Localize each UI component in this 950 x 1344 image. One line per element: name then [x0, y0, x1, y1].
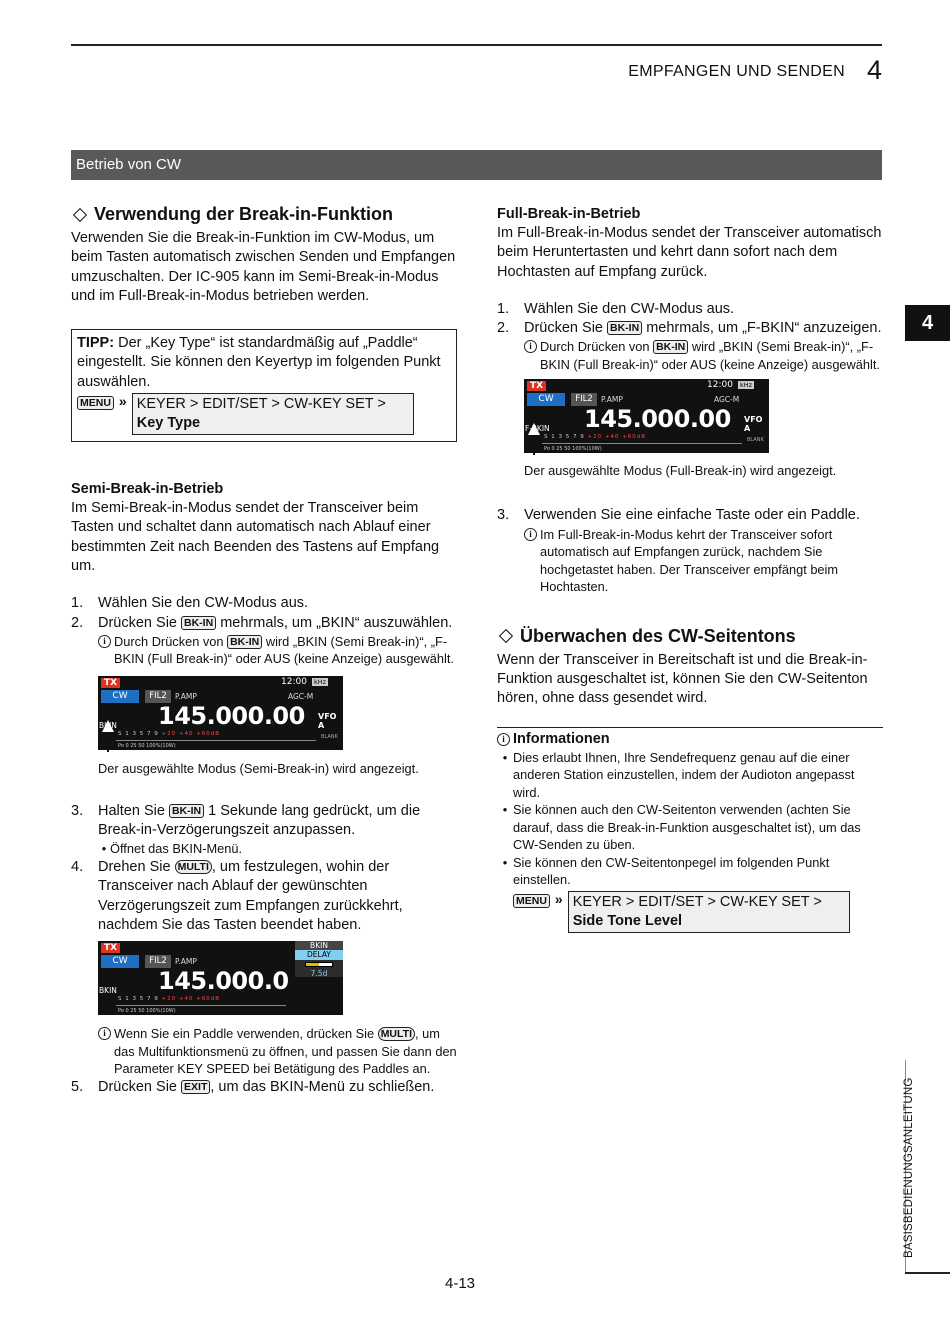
- diamond-icon: [73, 207, 87, 221]
- tip-box: [71, 329, 457, 442]
- mode-label: CW: [101, 955, 139, 968]
- bkin-menu-title: BKIN: [295, 941, 343, 950]
- info-heading: i Informationen: [497, 730, 883, 749]
- lcd-full-wrap: [524, 379, 769, 453]
- s-meter-scale: S 1 3 5 7 9 +20 +40 +60dB: [544, 434, 647, 441]
- bk-in-key: BK-IN: [181, 616, 216, 630]
- info-icon: i: [524, 340, 537, 353]
- tx-indicator: TX: [101, 943, 120, 953]
- bk-in-key: BK-IN: [169, 804, 204, 818]
- list-item: 1. Wählen Sie den CW-Modus aus.: [71, 595, 309, 612]
- list-item: 2. Drücken Sie BK-IN mehrmals, um „BKIN“ auszuwählen.: [71, 614, 453, 631]
- list-item: 3. Verwenden Sie eine einfache Taste oder ein Paddle.: [497, 507, 860, 524]
- bullet-item: • Sie können auch den CW-Seitenton verwenden (achten Sie darauf, dass die Break-in-Funktion ausgeschaltet ist), um das CW-Senden zu üben.: [502, 802, 861, 853]
- full-steps-2: [497, 506, 883, 595]
- note: i Durch Drücken von BK-IN wird „BKIN (Semi Break-in)“, „F-BKIN (Full Break-in)“ oder AUS (keine Anzeige) ausgewählt.: [71, 633, 461, 668]
- menu-key: MENU: [513, 894, 550, 908]
- sidetone-menu-path: [513, 891, 883, 933]
- chapter-number: 4: [866, 55, 882, 85]
- frequency: 145.000.00: [158, 701, 305, 730]
- tip-menu-path: [77, 393, 451, 435]
- page-number: 4-13: [445, 1275, 476, 1292]
- semi-text: Im Semi-Break-in-Modus sendet der Transceiver beim Tasten und schaltet dann automatisch nach Ablauf einer bestimmten Zeit nach Beenden des Tastens auf Empfang um.: [71, 500, 440, 574]
- tip-text: TIPP: Der „Key Type“ ist standardmäßig auf „Paddle“ eingestellt. Sie können den Keyertyp im folgenden Punkt auswählen.: [77, 335, 441, 390]
- info-icon: i: [98, 635, 111, 648]
- list-item: 1. Wählen Sie den CW-Modus aus.: [497, 300, 735, 317]
- delay-label: DELAY: [295, 950, 343, 960]
- multi-dial-key: MULTI: [378, 1027, 415, 1041]
- info-list: [497, 749, 883, 889]
- full-heading: Full-Break-in-Betrieb: [497, 206, 641, 222]
- bullet-item: • Öffnet das BKIN-Menü.: [101, 841, 243, 857]
- info-rule: [497, 727, 883, 728]
- right-column: [497, 205, 883, 933]
- side-label: BASISBEDIENUNGSANLEITUNG: [903, 1077, 915, 1258]
- tx-indicator: TX: [101, 678, 120, 688]
- semi-steps: [71, 594, 461, 668]
- bk-in-key: BK-IN: [227, 635, 262, 649]
- frequency: 145.000.00: [584, 405, 731, 434]
- blank-label: BLANK: [321, 733, 338, 740]
- sidetone-intro: Wenn der Transceiver in Bereitschaft ist und die Break-in-Funktion ausgeschaltet ist, können Sie den CW-Seitenton hören, ohne dass gesendet wird.: [497, 651, 868, 707]
- note: i Im Full-Break-in-Modus kehrt der Transceiver sofort automatisch auf Empfangen zurück, nachdem Sie hochgetastet haben. Der Transceiver empfängt beim Hochtasten.: [497, 526, 883, 596]
- info-icon: i: [524, 528, 537, 541]
- info-icon: i: [497, 733, 510, 746]
- caption-full: Der ausgewählte Modus (Full-Break-in) wird angezeigt.: [524, 463, 837, 479]
- filter-label: FIL2: [145, 955, 171, 968]
- chevron-right-icon: »: [554, 890, 563, 907]
- agc-label: AGC-M: [288, 691, 314, 701]
- side-rule: [905, 1272, 950, 1274]
- preamp-label: P.AMP: [175, 691, 197, 701]
- break-in-label: BKIN: [99, 986, 117, 996]
- section-title: Betrieb von CW: [71, 150, 882, 180]
- semi-heading: Semi-Break-in-Betrieb: [71, 481, 224, 498]
- meter-line: [116, 1005, 286, 1006]
- heading-sidetone: Überwachen des CW-Seitentons: [497, 626, 883, 647]
- tx-indicator: TX: [527, 381, 546, 391]
- chapter-tab: 4: [905, 305, 950, 341]
- list-item: 5. Drücken Sie EXIT , um das BKIN-Menü zu schließen.: [71, 1078, 435, 1095]
- filter-label: FIL2: [571, 393, 597, 406]
- lcd-semi-wrap: [98, 676, 343, 750]
- lcd-menu-wrap: [98, 941, 343, 1015]
- bullet-item: • Dies erlaubt Ihnen, Ihre Sendefrequenz genau auf die einer anderen Station einzustellen, indem der Audioton angepasst wird.: [502, 749, 855, 800]
- diamond-icon: [499, 629, 513, 643]
- left-column: [71, 204, 461, 1097]
- menu-path-box: KEYER > EDIT/SET > CW-KEY SET > Key Type: [132, 393, 414, 435]
- s-meter-scale: S 1 3 5 7 9 +20 +40 +60dB: [118, 996, 221, 1003]
- list-item: 2. Drücken Sie BK-IN mehrmals, um „F-BKIN“ anzuzeigen.: [497, 320, 882, 337]
- bk-in-key: BK-IN: [653, 340, 688, 354]
- steps-end: [71, 1025, 461, 1097]
- list-item: 4. Drehen Sie MULTI , um festzulegen, wohin der Transceiver nach Ablauf der gewünschten Verzögerungszeit zum Empfangen zurückkehrt, nachdem Sie das Tasten beendet haben.: [71, 858, 403, 933]
- preamp-label: P.AMP: [175, 957, 197, 967]
- caption-semi: Der ausgewählte Modus (Semi-Break-in) wird angezeigt.: [98, 760, 419, 776]
- intro-text: Verwenden Sie die Break-in-Funktion im CW-Modus, um beim Tasten automatisch zwischen Senden und Empfangen umzuschalten. Der IC-905 kann im Semi-Break-in-Modus und im Full-Break-in-Modus betrieben werden.: [71, 230, 456, 304]
- bullet-item: • Sie können den CW-Seitentonpegel im folgenden Punkt einstellen.: [502, 854, 830, 888]
- break-in-label: F-BKIN: [525, 424, 550, 434]
- semi-steps-2: [71, 802, 461, 935]
- note: i Wenn Sie ein Paddle verwenden, drücken Sie MULTI , um das Multifunktionsmenü zu öffnen, und passen Sie dann den Parameter KEY SPEED bei Betätigung des Paddles an.: [71, 1025, 461, 1078]
- bk-in-key: BK-IN: [607, 321, 642, 335]
- full-text: Im Full-Break-in-Modus sendet der Transceiver automatisch beim Heruntertasten und kehrt dann sofort nach dem Hochtasten auf Empfang zurück.: [497, 225, 882, 280]
- full-steps: [497, 300, 883, 374]
- heading-break-in: Verwendung der Break-in-Funktion: [71, 204, 461, 225]
- menu-path-box: KEYER > EDIT/SET > CW-KEY SET > Side Tone Level: [568, 891, 850, 933]
- meter-line: [542, 443, 742, 444]
- info-icon: i: [98, 1027, 111, 1040]
- vfo-label: VFO A: [744, 415, 763, 434]
- chevron-right-icon: »: [118, 393, 127, 410]
- preamp-label: P.AMP: [601, 395, 623, 405]
- delay-value: 7.5d: [310, 969, 328, 979]
- note: i Durch Drücken von BK-IN wird „BKIN (Semi Break-in)“, „F-BKIN (Full Break-in)“ oder AUS (keine Anzeige) ausgewählt.: [497, 338, 883, 373]
- mode-label: CW: [527, 393, 565, 406]
- bkin-menu: [295, 941, 343, 977]
- lcd-full-display: [524, 379, 769, 453]
- arrow-up-icon: [102, 720, 114, 752]
- clock: 12:00: [707, 380, 733, 391]
- header-rule: [71, 44, 882, 46]
- chapter-title: EMPFANGEN UND SENDEN: [628, 63, 845, 80]
- multi-dial-key: MULTI: [175, 860, 212, 874]
- lcd-bkin-menu-display: [98, 941, 343, 1015]
- exit-key: EXIT: [181, 1080, 210, 1094]
- vfo-label: VFO A: [318, 711, 337, 730]
- delay-level-bar: [305, 962, 333, 967]
- arrow-up-icon: [528, 423, 540, 455]
- po-scale: Po 0 25 50 100%(10W): [544, 446, 602, 453]
- break-in-label: BKIN: [99, 720, 117, 730]
- blank-label: BLANK: [747, 437, 764, 444]
- po-scale: Po 0 25 50 100%(10W): [118, 742, 176, 749]
- frequency: 145.000.0: [158, 967, 289, 996]
- mode-label: CW: [101, 690, 139, 703]
- filter-label: FIL2: [145, 690, 171, 703]
- khz-label: kHz: [314, 677, 327, 686]
- s-meter-scale: S 1 3 5 7 9 +20 +40 +60dB: [118, 730, 221, 737]
- meter-line: [116, 740, 316, 741]
- lcd-semi-display: [98, 676, 343, 750]
- list-item: 3. Halten Sie BK-IN 1 Sekunde lang gedrückt, um die Break-in-Verzögerungszeit anzupassen.: [71, 802, 421, 839]
- khz-label: kHz: [740, 381, 753, 390]
- po-scale: Po 0 25 50 100%(10W): [118, 1008, 176, 1015]
- agc-label: AGC-M: [714, 395, 740, 405]
- clock: 12:00: [281, 676, 307, 687]
- menu-key: MENU: [77, 396, 114, 410]
